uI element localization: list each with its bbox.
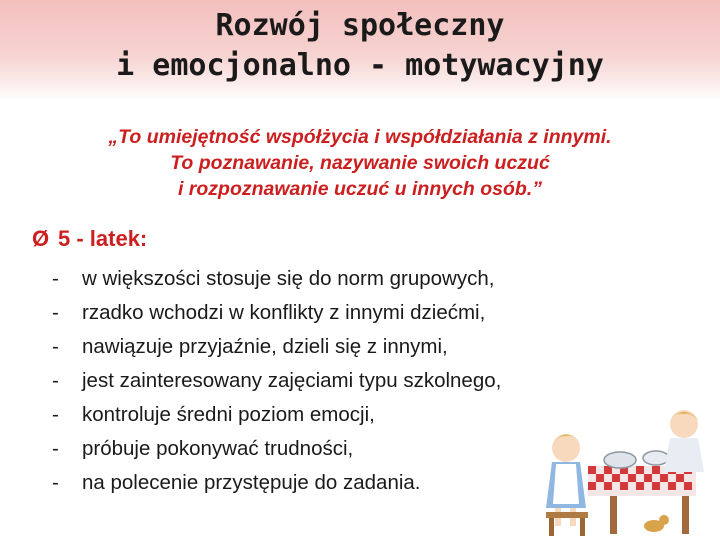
list-item-text: na polecenie przystępuje do zadania. — [82, 471, 421, 494]
list-item-text: w większości stosuje się do norm grupowych, — [82, 267, 495, 290]
age-subheading — [32, 224, 147, 254]
list-item-text: jest zainteresowany zajęciami typu szkolnego, — [82, 369, 502, 392]
list-item-text: próbuje pokonywać trudności, — [82, 437, 354, 460]
list-item — [52, 432, 501, 466]
arrow-bullet-icon: Ø — [32, 226, 50, 251]
list-item-text: kontroluje średni poziom emocji, — [82, 403, 375, 426]
dash-bullet: - — [52, 369, 59, 392]
traits-list — [52, 262, 501, 500]
list-item — [52, 398, 501, 432]
dash-bullet: - — [52, 403, 59, 426]
list-item — [52, 466, 501, 500]
list-item — [52, 262, 501, 296]
dash-bullet: - — [52, 471, 59, 494]
title-line-2: i emocjonalno - motywacyjny — [116, 48, 604, 83]
children-baking-illustration-icon — [522, 400, 720, 540]
list-item — [52, 296, 501, 330]
dash-bullet: - — [52, 301, 59, 324]
dash-bullet: - — [52, 267, 59, 290]
list-item — [52, 330, 501, 364]
slide-title — [0, 6, 720, 86]
list-item — [52, 364, 501, 398]
dash-bullet: - — [52, 335, 59, 358]
dash-bullet: - — [52, 437, 59, 460]
age-subheading-text: 5 - latek: — [58, 226, 148, 251]
list-item-text: nawiązuje przyjaźnie, dzieli się z innymi, — [82, 335, 448, 358]
quote-line-1: „To umiejętność współżycia i współdziałania z innymi. — [108, 126, 612, 148]
quote-line-3: i rozpoznawanie uczuć u innych osób.” — [177, 178, 543, 200]
quote-line-2: To poznawanie, nazywanie swoich uczuć — [170, 152, 550, 174]
list-item-text: rzadko wchodzi w konflikty z innymi dziećmi, — [82, 301, 486, 324]
title-line-1: Rozwój społeczny — [215, 8, 505, 43]
definition-quote — [0, 124, 720, 202]
